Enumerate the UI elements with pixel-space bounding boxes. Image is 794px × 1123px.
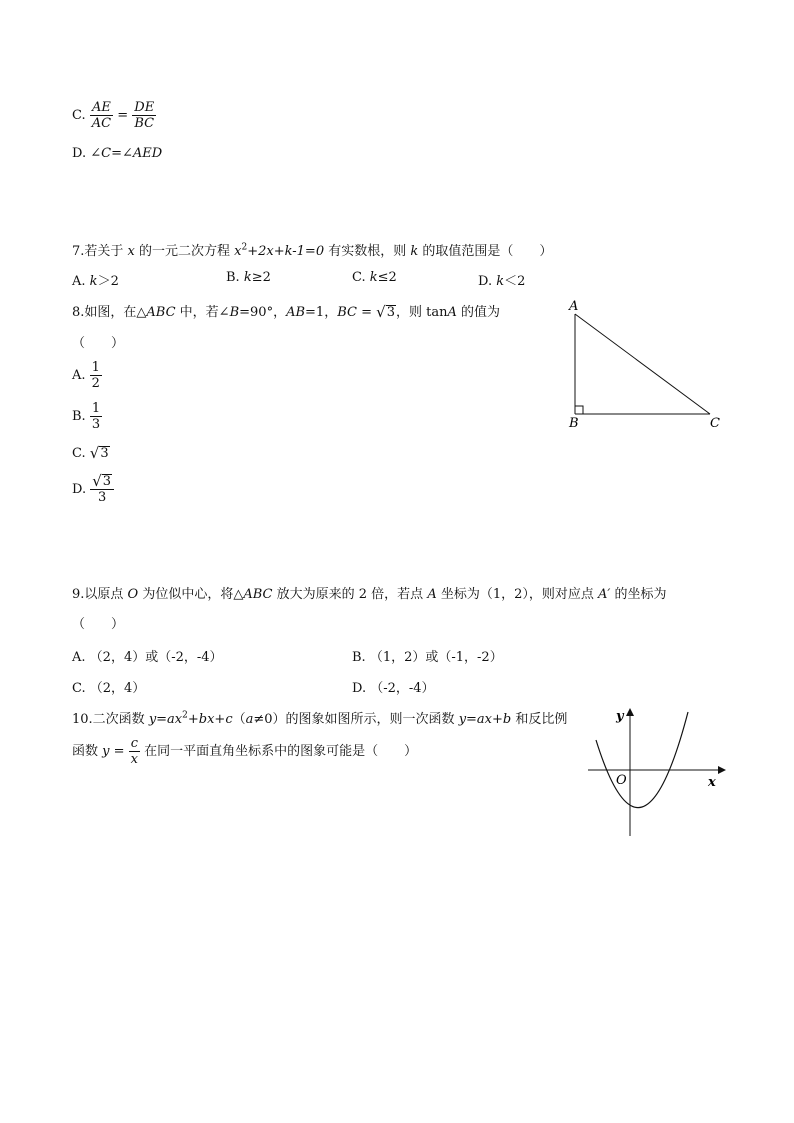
q7-option-c <box>352 270 397 285</box>
q8-answer-paren: （ ） <box>72 336 125 351</box>
q6-frac2-denominator: BC <box>134 116 155 131</box>
q9-option-c <box>72 677 145 696</box>
q9-option-letter: B. <box>352 650 366 665</box>
q9-stem <box>72 583 667 602</box>
q6-option-d-letter: D. <box>72 146 87 161</box>
q10-quadratic-exponent: 2 <box>182 710 188 721</box>
q8-option-letter: D. <box>72 482 87 497</box>
q10-label-origin: O <box>616 773 627 788</box>
q7-option-letter: D. <box>478 274 493 289</box>
q9-stem-text: 的坐标为 <box>610 587 667 602</box>
q6-frac1-denominator: AC <box>91 116 112 131</box>
q8-option-a-denominator: 2 <box>91 376 100 391</box>
q8-option-letter: A. <box>72 368 86 383</box>
q10-label-y: y <box>616 709 624 724</box>
q8-label-c: C <box>710 416 720 431</box>
q8-label-a: A <box>569 299 579 314</box>
q10-stem-text: 10.二次函数 <box>72 712 149 727</box>
q9-triangle-name: ABC <box>243 587 273 602</box>
q9-option-a <box>72 646 223 665</box>
q8-option-c-sqrt: √ 3 <box>89 444 109 462</box>
q8-option-letter: C. <box>72 446 86 461</box>
q8-triangle-figure <box>560 296 730 436</box>
q8-stem-text: 的值为 <box>456 305 500 320</box>
q8-side-ab: AB <box>286 305 306 320</box>
q8-option-d-fraction <box>90 474 114 505</box>
q7-stem-text: 有实数根，则 <box>324 244 411 259</box>
q10-inverse-denominator: x <box>130 752 139 767</box>
q9-stem-text: 放大为原来的 2 倍，若点 <box>272 587 428 602</box>
q7-option-relation: ≥2 <box>251 270 271 285</box>
q7-var-k: k <box>410 244 419 259</box>
q7-equation-exponent: 2 <box>241 242 248 253</box>
q8-stem-text: =1， <box>305 305 338 320</box>
q10-condition-var: a <box>245 712 254 727</box>
q10-quadratic: y=ax <box>148 712 183 727</box>
q10-stem-text: = <box>109 744 129 759</box>
q8-option-a-fraction <box>90 360 102 391</box>
q8-option-c <box>72 446 110 461</box>
q10-stem-text: 和反比例 <box>511 712 568 727</box>
q10-label-x: x <box>708 775 716 790</box>
q10-stem-text: 函数 <box>72 744 103 759</box>
q7-option-letter: C. <box>352 270 366 285</box>
q10-stem-text: ≠0）的图象如图所示，则一次函数 <box>253 712 459 727</box>
q9-answer-paren: （ ） <box>72 617 125 632</box>
q6-option-c-equals: = <box>117 108 129 123</box>
q7-stem-text: 的取值范围是（ ） <box>418 244 553 259</box>
q8-option-letter: B. <box>72 409 86 424</box>
q7-stem-text: 7.若关于 <box>72 244 128 259</box>
q6-option-c <box>72 100 156 131</box>
q8-option-a-numerator: 1 <box>91 360 100 375</box>
q8-option-b-numerator: 1 <box>91 401 101 416</box>
q10-stem-text: 在同一平面直角坐标系中的图象可能是（ ） <box>140 744 418 759</box>
q8-side-ac-line <box>575 314 710 414</box>
q8-angle-b: B <box>229 305 240 320</box>
q8-stem-text: 中，若∠ <box>175 305 230 320</box>
q10-quadratic: +bx+c <box>187 712 233 727</box>
q8-option-b-fraction <box>90 401 102 432</box>
q7-option-a <box>72 270 119 289</box>
q7-stem <box>72 240 552 259</box>
q7-equation: x <box>234 244 242 259</box>
q7-option-letter: A. <box>72 274 86 289</box>
q7-stem-text: 的一元二次方程 <box>134 244 235 259</box>
q9-option-letter: D. <box>352 681 367 696</box>
q6-option-d <box>72 146 162 161</box>
q9-option-text: （1，2）或（-1，-2） <box>369 650 503 665</box>
q9-option-letter: C. <box>72 681 86 696</box>
q10-stem-line1 <box>72 708 567 727</box>
q9-option-d <box>352 677 435 696</box>
q8-stem-text: ，则 tan <box>395 305 448 320</box>
q7-option-b <box>226 270 271 285</box>
q9-stem-text: 坐标为（1，2），则对应点 <box>436 587 599 602</box>
q9-stem-text: 为位似中心，将△ <box>138 587 244 602</box>
q6-option-c-fraction-right <box>132 100 156 131</box>
q7-option-relation: ＜2 <box>504 274 526 289</box>
q8-side-bc: BC <box>337 305 357 320</box>
q10-inverse-fraction <box>129 736 140 767</box>
q6-option-d-text: ∠C=∠AED <box>90 146 163 161</box>
q8-label-b: B <box>569 416 579 431</box>
q8-stem-text: 8.如图，在△ <box>72 305 147 320</box>
q6-option-c-letter: C. <box>72 108 86 123</box>
q8-option-c-radicand: 3 <box>100 446 109 461</box>
q8-option-d <box>72 474 114 505</box>
q8-option-d-numerator: √ 3 <box>90 474 114 490</box>
q9-point-a: A <box>427 587 437 602</box>
q8-option-b-denominator: 3 <box>91 417 101 432</box>
q10-linear: y=ax+b <box>458 712 512 727</box>
q6-frac1-numerator: AE <box>91 100 111 115</box>
q8-option-a <box>72 360 102 391</box>
q10-var-y: y <box>102 744 110 759</box>
q8-angle-a: A <box>447 305 457 320</box>
q8-option-b <box>72 401 102 432</box>
q10-x-axis-arrow <box>718 766 726 774</box>
q7-option-var: k <box>89 274 98 289</box>
q9-option-b <box>352 646 503 665</box>
q8-radicand: 3 <box>386 305 395 320</box>
q8-stem-text: =90°， <box>239 305 287 320</box>
q6-frac2-numerator: DE <box>134 100 155 115</box>
q8-right-angle-mark <box>575 406 583 414</box>
q9-option-text: （-2，-4） <box>370 681 435 696</box>
q9-option-letter: A. <box>72 650 86 665</box>
q10-stem-line2 <box>72 736 417 767</box>
q7-option-d <box>478 270 525 289</box>
q9-stem-text: 9.以原点 <box>72 587 128 602</box>
q10-parabola-curve <box>596 712 688 808</box>
q7-option-letter: B. <box>226 270 240 285</box>
q9-origin: O <box>127 587 139 602</box>
q10-y-axis-arrow <box>626 708 634 716</box>
q7-option-var: k <box>243 270 252 285</box>
q9-option-text: （2，4）或（-2，-4） <box>89 650 223 665</box>
q10-inverse-numerator: c <box>130 736 138 751</box>
q9-option-text: （2，4） <box>89 681 146 696</box>
q8-triangle-name: ABC <box>146 305 176 320</box>
q10-parabola-figure <box>582 702 732 842</box>
q7-equation: +2x+k-1=0 <box>247 244 325 259</box>
q8-sqrt3: √ 3 <box>376 303 395 321</box>
q8-stem <box>72 301 500 320</box>
q9-point-a-prime: A′ <box>598 587 611 602</box>
q7-option-relation: ≤2 <box>377 270 397 285</box>
q10-stem-text: （ <box>232 712 246 727</box>
q6-option-c-fraction-left <box>90 100 113 131</box>
q7-option-var: k <box>496 274 505 289</box>
q8-option-d-radicand: 3 <box>102 474 112 489</box>
q7-var-x: x <box>127 244 135 259</box>
q8-stem-text: = <box>356 305 377 320</box>
q8-option-d-denominator: 3 <box>98 490 107 505</box>
q7-option-relation: ＞2 <box>97 274 119 289</box>
q7-option-var: k <box>369 270 378 285</box>
